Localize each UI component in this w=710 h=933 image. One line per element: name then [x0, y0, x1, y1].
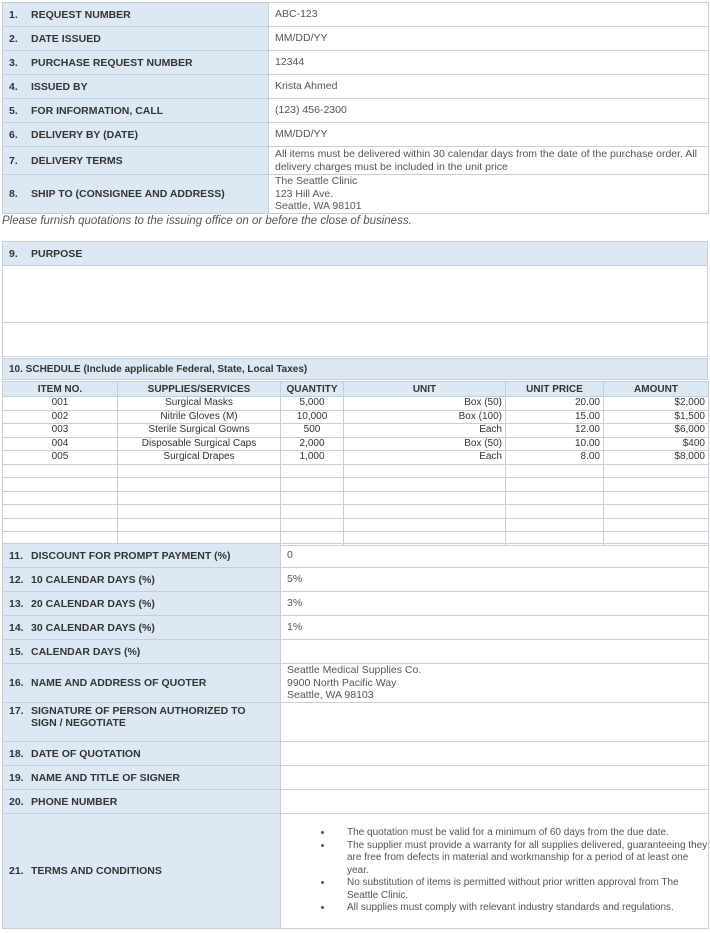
field-label — [3, 664, 281, 703]
field-label — [3, 147, 269, 175]
label-text: FOR INFORMATION, CALL — [31, 104, 164, 117]
empty-row — [3, 464, 709, 478]
row-number: 18. — [9, 747, 24, 760]
label-text: REQUEST NUMBER — [31, 8, 131, 21]
field-label — [3, 27, 269, 51]
info-phone-field[interactable]: (123) 456-2300 — [269, 99, 709, 123]
table-row — [3, 99, 709, 123]
empty-cell[interactable] — [118, 464, 281, 478]
empty-cell[interactable] — [344, 478, 506, 492]
label-text: SIGN / NEGOTIATE — [31, 717, 126, 729]
table-row — [3, 123, 709, 147]
table-row — [3, 451, 709, 465]
delivery-terms-field[interactable]: All items must be delivered within 30 calendar days from the date of the purchase order. All delivery charges must be included in the unit price — [269, 147, 709, 175]
amount-cell[interactable]: $8,000 — [604, 451, 709, 465]
request-info-table — [2, 2, 709, 214]
item-no-cell[interactable]: 004 — [3, 437, 118, 451]
empty-cell[interactable] — [281, 491, 344, 505]
label-text: TERMS AND CONDITIONS — [31, 865, 162, 877]
purpose-field[interactable] — [3, 266, 708, 323]
row-number: 17. — [9, 705, 24, 717]
table-row — [3, 266, 708, 323]
address-line: 9900 North Pacific Way — [287, 676, 397, 689]
label-text: 10 CALENDAR DAYS (%) — [31, 573, 155, 586]
column-header: ITEM NO. — [3, 382, 118, 397]
empty-cell[interactable] — [506, 505, 604, 519]
empty-cell[interactable] — [506, 478, 604, 492]
empty-cell[interactable] — [281, 505, 344, 519]
date-issued-field[interactable]: MM/DD/YY — [269, 27, 709, 51]
row-number: 20. — [9, 795, 24, 808]
table-row — [3, 544, 709, 568]
label-text: PURCHASE REQUEST NUMBER — [31, 56, 193, 69]
empty-cell[interactable] — [118, 505, 281, 519]
signature-field[interactable] — [281, 703, 709, 742]
terms-list — [281, 827, 708, 915]
table-row — [3, 147, 709, 175]
table-row — [3, 51, 709, 75]
empty-cell[interactable] — [344, 518, 506, 532]
empty-cell[interactable] — [604, 518, 709, 532]
purpose-label — [3, 242, 708, 266]
empty-cell[interactable] — [281, 518, 344, 532]
unit-cell[interactable]: Box (50) — [344, 397, 506, 411]
item-no-cell[interactable]: 001 — [3, 397, 118, 411]
table-row — [3, 568, 709, 592]
list-item: • No substitution of items is permitted without prior written approval from The Seattle Clinic. — [333, 877, 708, 902]
empty-cell[interactable] — [281, 464, 344, 478]
empty-cell[interactable] — [604, 464, 709, 478]
label-text: DELIVERY BY (DATE) — [31, 128, 138, 141]
unit-price-cell[interactable]: 12.00 — [506, 424, 604, 438]
empty-cell[interactable] — [604, 505, 709, 519]
table-row — [3, 616, 709, 640]
row-number: 11. — [9, 549, 24, 562]
table-header-row — [3, 382, 709, 397]
label-text: DELIVERY TERMS — [31, 154, 123, 167]
quotation-table — [2, 543, 709, 929]
empty-row — [3, 478, 709, 492]
label-text: CALENDAR DAYS (%) — [31, 645, 141, 658]
row-number: 13. — [9, 597, 24, 610]
discount-30-days-field[interactable]: 1% — [281, 616, 709, 640]
column-header: UNIT PRICE — [506, 382, 604, 397]
table-row — [3, 766, 709, 790]
field-label — [3, 51, 269, 75]
supply-cell[interactable]: Nitrile Gloves (M) — [118, 410, 281, 424]
table-row — [3, 27, 709, 51]
field-label — [3, 592, 281, 616]
issued-by-field[interactable]: Krista Ahmed — [269, 75, 709, 99]
purpose-field-extra[interactable] — [3, 323, 708, 357]
empty-cell[interactable] — [118, 478, 281, 492]
empty-cell[interactable] — [604, 478, 709, 492]
phone-number-field[interactable] — [281, 790, 709, 814]
discount-20-days-field[interactable]: 3% — [281, 592, 709, 616]
table-row — [3, 242, 708, 266]
quoter-address-field[interactable] — [281, 664, 709, 703]
table-row — [3, 397, 709, 411]
label-text: NAME AND ADDRESS OF QUOTER — [31, 677, 207, 689]
purpose-table — [2, 241, 708, 357]
table-row — [3, 437, 709, 451]
empty-cell[interactable] — [344, 505, 506, 519]
row-number: 12. — [9, 573, 24, 586]
row-number: 9. — [9, 247, 18, 260]
field-label — [3, 766, 281, 790]
table-row — [3, 323, 708, 357]
field-label — [3, 544, 281, 568]
empty-cell[interactable] — [506, 464, 604, 478]
column-header: UNIT — [344, 382, 506, 397]
row-number: 3. — [9, 56, 18, 69]
column-header: AMOUNT — [604, 382, 709, 397]
quotation-note: Please furnish quotations to the issuing office on or before the close of business. — [2, 215, 412, 227]
row-number: 2. — [9, 32, 18, 45]
empty-cell[interactable] — [118, 491, 281, 505]
supply-cell[interactable]: Surgical Drapes — [118, 451, 281, 465]
table-row — [3, 664, 709, 703]
empty-cell[interactable] — [3, 518, 118, 532]
amount-cell[interactable]: $2,000 — [604, 397, 709, 411]
item-no-cell[interactable]: 003 — [3, 424, 118, 438]
field-label — [3, 790, 281, 814]
schedule-table — [2, 381, 709, 546]
empty-cell[interactable] — [604, 491, 709, 505]
row-number: 14. — [9, 621, 24, 634]
list-item: • The quotation must be valid for a minimum of 60 days from the due date. — [333, 827, 708, 840]
label-text: 30 CALENDAR DAYS (%) — [31, 621, 155, 634]
unit-cell[interactable]: Box (50) — [344, 437, 506, 451]
empty-cell[interactable] — [3, 478, 118, 492]
table-row — [3, 410, 709, 424]
table-row — [3, 814, 709, 929]
empty-cell[interactable] — [344, 464, 506, 478]
quantity-cell[interactable]: 10,000 — [281, 410, 344, 424]
unit-cell[interactable]: Each — [344, 451, 506, 465]
discount-field[interactable]: 0 — [281, 544, 709, 568]
row-number: 7. — [9, 154, 18, 167]
item-no-cell[interactable]: 005 — [3, 451, 118, 465]
field-label — [3, 568, 281, 592]
column-header: SUPPLIES/SERVICES — [118, 382, 281, 397]
row-number: 6. — [9, 128, 18, 141]
list-item: • All supplies must comply with relevant industry standards and regulations. — [333, 902, 708, 915]
row-number: 21. — [9, 865, 24, 877]
field-label — [3, 640, 281, 664]
terms-field[interactable] — [281, 814, 709, 929]
supply-cell[interactable]: Surgical Masks — [118, 397, 281, 411]
label-text: 20 CALENDAR DAYS (%) — [31, 597, 155, 610]
empty-cell[interactable] — [506, 491, 604, 505]
row-number: 15. — [9, 645, 24, 658]
amount-cell[interactable]: $400 — [604, 437, 709, 451]
field-label — [3, 175, 269, 214]
label-text: DATE OF QUOTATION — [31, 747, 141, 760]
field-label — [3, 703, 281, 742]
table-row — [3, 3, 709, 27]
table-row — [3, 75, 709, 99]
signer-name-field[interactable] — [281, 766, 709, 790]
row-number: 4. — [9, 80, 18, 93]
table-row — [3, 742, 709, 766]
table-row — [3, 175, 709, 214]
unit-price-cell[interactable]: 10.00 — [506, 437, 604, 451]
field-label — [3, 99, 269, 123]
label-text: PHONE NUMBER — [31, 795, 118, 808]
empty-cell[interactable] — [118, 518, 281, 532]
field-label — [3, 75, 269, 99]
quotation-date-field[interactable] — [281, 742, 709, 766]
empty-row — [3, 505, 709, 519]
column-header: QUANTITY — [281, 382, 344, 397]
unit-cell[interactable]: Box (100) — [344, 410, 506, 424]
label-text: NAME AND TITLE OF SIGNER — [31, 771, 180, 784]
address-line: Seattle, WA 98103 — [287, 689, 374, 702]
item-no-cell[interactable]: 002 — [3, 410, 118, 424]
delivery-date-field[interactable]: MM/DD/YY — [269, 123, 709, 147]
table-row — [3, 703, 709, 742]
quantity-cell[interactable]: 1,000 — [281, 451, 344, 465]
label-text: SIGNATURE OF PERSON AUTHORIZED TO — [31, 705, 246, 717]
address-line: 123 Hill Ave. — [275, 187, 334, 200]
purchase-request-number-field[interactable]: 12344 — [269, 51, 709, 75]
empty-cell[interactable] — [281, 478, 344, 492]
label-text: SHIP TO (CONSIGNEE AND ADDRESS) — [31, 188, 225, 200]
unit-price-cell[interactable]: 8.00 — [506, 451, 604, 465]
row-number: 5. — [9, 104, 18, 117]
schedule-heading: 10. SCHEDULE (Include applicable Federal, State, Local Taxes) — [2, 358, 708, 380]
address-line: Seattle, WA 98101 — [275, 200, 362, 213]
label-text: ISSUED BY — [31, 80, 88, 93]
quantity-cell[interactable]: 2,000 — [281, 437, 344, 451]
empty-cell[interactable] — [3, 491, 118, 505]
row-number: 16. — [9, 677, 24, 689]
row-number: 1. — [9, 8, 18, 21]
address-line: Seattle Medical Supplies Co. — [287, 664, 422, 677]
empty-row — [3, 491, 709, 505]
table-row — [3, 640, 709, 664]
empty-cell[interactable] — [344, 491, 506, 505]
label-text: DATE ISSUED — [31, 32, 101, 45]
field-label — [3, 123, 269, 147]
table-row — [3, 790, 709, 814]
supply-cell[interactable]: Disposable Surgical Caps — [118, 437, 281, 451]
quantity-cell[interactable]: 5,000 — [281, 397, 344, 411]
table-row — [3, 424, 709, 438]
label-text: PURPOSE — [31, 247, 83, 260]
empty-row — [3, 518, 709, 532]
list-item: • The supplier must provide a warranty for all supplies delivered, guaranteeing they are free from defects in material and workmanship for a period of at least one year. — [333, 840, 708, 878]
address-line: The Seattle Clinic — [275, 175, 358, 188]
unit-price-cell[interactable]: 20.00 — [506, 397, 604, 411]
field-label — [3, 742, 281, 766]
ship-to-field[interactable] — [269, 175, 709, 214]
unit-price-cell[interactable]: 15.00 — [506, 410, 604, 424]
amount-cell[interactable]: $1,500 — [604, 410, 709, 424]
unit-cell[interactable]: Each — [344, 424, 506, 438]
empty-cell[interactable] — [506, 518, 604, 532]
field-label — [3, 814, 281, 929]
label-text: DISCOUNT FOR PROMPT PAYMENT (%) — [31, 549, 231, 562]
empty-cell[interactable] — [3, 464, 118, 478]
field-label — [3, 616, 281, 640]
table-row — [3, 592, 709, 616]
supply-cell[interactable]: Sterile Surgical Gowns — [118, 424, 281, 438]
amount-cell[interactable]: $6,000 — [604, 424, 709, 438]
request-number-field[interactable]: ABC-123 — [269, 3, 709, 27]
row-number: 8. — [9, 188, 18, 200]
discount-10-days-field[interactable]: 5% — [281, 568, 709, 592]
field-label — [3, 3, 269, 27]
empty-cell[interactable] — [3, 505, 118, 519]
quantity-cell[interactable]: 500 — [281, 424, 344, 438]
row-number: 19. — [9, 771, 24, 784]
calendar-days-field[interactable] — [281, 640, 709, 664]
